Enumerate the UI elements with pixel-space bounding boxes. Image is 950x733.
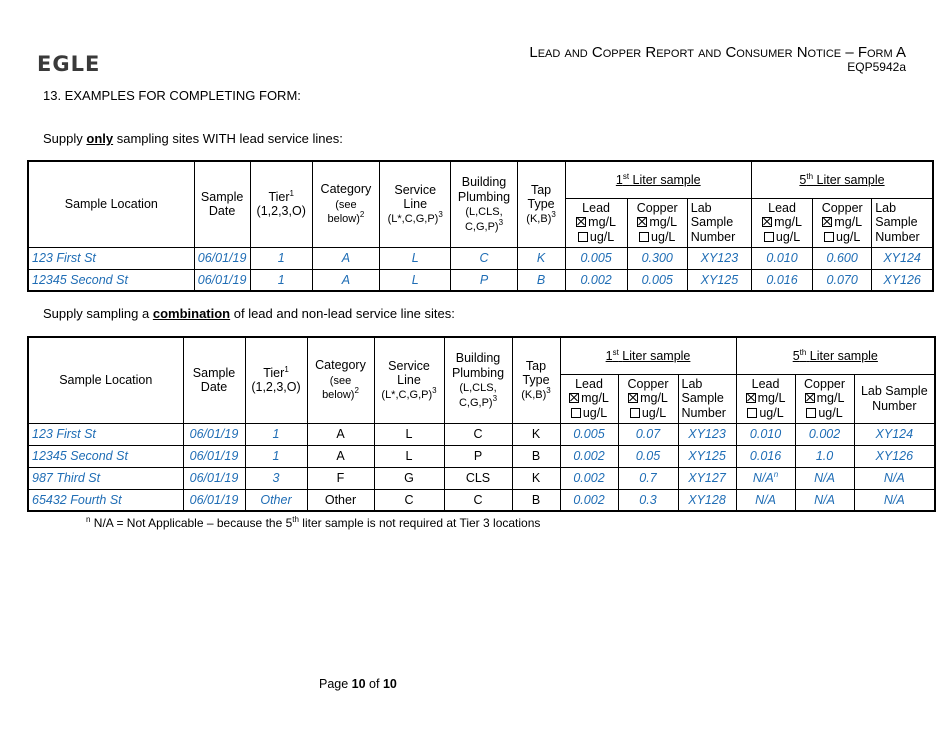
cell-lead-1: 0.002 <box>560 467 618 489</box>
cell-lab-5: N/A <box>854 467 935 489</box>
cell-lead-5: 0.016 <box>736 445 795 467</box>
col-group-fifth-liter: 5th Liter sample <box>736 337 935 374</box>
cell-plumbing: CLS <box>444 467 512 489</box>
cell-lead-5: N/A <box>736 489 795 511</box>
cell-plumbing: P <box>444 445 512 467</box>
cell-tier: 1 <box>245 423 307 445</box>
cell-copper-1: 0.005 <box>627 269 687 291</box>
checked-box-icon <box>746 393 756 403</box>
cell-lead-5: 0.010 <box>736 423 795 445</box>
empty-box-icon <box>764 232 774 242</box>
col-tap-type: Tap Type $(K,B)^3$ <box>512 337 560 423</box>
cell-lab-1: XY125 <box>687 269 751 291</box>
col-lead-5: Lead mg/L ug/L <box>736 374 795 423</box>
col-lead-1: Lead mg/L ug/L <box>560 374 618 423</box>
cell-date: 06/01/19 <box>183 423 245 445</box>
table-row <box>28 445 935 467</box>
col-sample-date: Sample Date <box>183 337 245 423</box>
cell-lead-5: $N/A^n$ <box>736 467 795 489</box>
empty-box-icon <box>806 408 816 418</box>
col-category: Category (see below)$^2$ <box>312 161 379 247</box>
cell-tier: 1 <box>250 247 312 269</box>
col-building-plumbing: Building Plumbing (L,CLS, C,G,P)$^3$ <box>444 337 512 423</box>
cell-copper-1: 0.07 <box>618 423 678 445</box>
empty-box-icon <box>747 408 757 418</box>
col-copper-1: Copper mg/L ug/L <box>627 198 687 247</box>
cell-service-line: L <box>380 247 451 269</box>
cell-copper-5: 0.002 <box>795 423 854 445</box>
cell-tap-type: B <box>512 445 560 467</box>
cell-location: 65432 Fourth St <box>28 489 183 511</box>
cell-lead-1: 0.005 <box>565 247 627 269</box>
cell-date: 06/01/19 <box>194 247 250 269</box>
table-row <box>28 247 933 269</box>
cell-lead-5: 0.016 <box>752 269 813 291</box>
cell-lead-1: 0.002 <box>560 489 618 511</box>
cell-lab-5: XY126 <box>872 269 933 291</box>
col-sample-location: Sample Location <box>28 161 194 247</box>
table-row <box>28 269 933 291</box>
cell-copper-5: N/A <box>795 467 854 489</box>
table-row <box>28 489 935 511</box>
checked-box-icon <box>576 217 586 227</box>
cell-location: 12345 Second St <box>28 445 183 467</box>
cell-lab-1: XY123 <box>687 247 751 269</box>
cell-copper-1: 0.300 <box>627 247 687 269</box>
cell-lab-1: XY128 <box>678 489 736 511</box>
cell-copper-5: N/A <box>795 489 854 511</box>
cell-lead-5: 0.010 <box>752 247 813 269</box>
cell-tap-type: K <box>517 247 565 269</box>
cell-category: F <box>307 467 374 489</box>
cell-service-line: G <box>374 467 444 489</box>
cell-tier: 3 <box>245 467 307 489</box>
cell-tap-type: B <box>517 269 565 291</box>
col-service-line: Service Line $(L*,C,G,P)^3$ <box>374 337 444 423</box>
examples-table-lead-only <box>27 160 934 292</box>
empty-box-icon <box>824 232 834 242</box>
cell-date: 06/01/19 <box>194 269 250 291</box>
cell-tap-type: K <box>512 467 560 489</box>
checked-box-icon <box>805 393 815 403</box>
empty-box-icon <box>578 232 588 242</box>
cell-tier: 1 <box>245 445 307 467</box>
form-title: Lead and Copper Report and Consumer Notice – Form A <box>529 44 906 61</box>
cell-plumbing: C <box>444 423 512 445</box>
col-group-fifth-liter: 5th Liter sample <box>752 161 934 198</box>
cell-category: A <box>312 247 379 269</box>
cell-lab-1: XY125 <box>678 445 736 467</box>
cell-copper-1: 0.05 <box>618 445 678 467</box>
col-lead-1: Lead mg/L ug/L <box>565 198 627 247</box>
cell-tap-type: K <box>512 423 560 445</box>
cell-lead-1: 0.005 <box>560 423 618 445</box>
cell-copper-5: 1.0 <box>795 445 854 467</box>
col-category: Category (see below)$^2$ <box>307 337 374 423</box>
intro-combination: Supply sampling a combination of lead and non-lead service line sites: <box>43 306 455 321</box>
table-row <box>28 467 935 489</box>
section-heading: 13. EXAMPLES FOR COMPLETING FORM: <box>43 88 301 103</box>
col-sample-location: Sample Location <box>28 337 183 423</box>
cell-location: 123 First St <box>28 247 194 269</box>
cell-plumbing: P <box>451 269 517 291</box>
cell-plumbing: C <box>444 489 512 511</box>
footnote: $^n$ N/A = Not Applicable – because the 5th liter sample is not required at Tier 3 locations <box>86 515 541 530</box>
examples-table-combination <box>27 336 936 512</box>
checked-box-icon <box>762 217 772 227</box>
col-tier: Tier$^1$ (1,2,3,O) <box>245 337 307 423</box>
cell-lead-1: 0.002 <box>560 445 618 467</box>
cell-copper-1: 0.3 <box>618 489 678 511</box>
cell-copper-5: 0.070 <box>813 269 872 291</box>
cell-lab-5: XY124 <box>854 423 935 445</box>
cell-location: 123 First St <box>28 423 183 445</box>
col-tier: Tier$^1$ (1,2,3,O) <box>250 161 312 247</box>
cell-plumbing: C <box>451 247 517 269</box>
checked-box-icon <box>628 393 638 403</box>
col-lab-number-5: Lab Sample Number <box>854 374 935 423</box>
cell-service-line: L <box>374 445 444 467</box>
col-lab-number-1: Lab Sample Number <box>678 374 736 423</box>
cell-tap-type: B <box>512 489 560 511</box>
cell-tier: 1 <box>250 269 312 291</box>
cell-date: 06/01/19 <box>183 445 245 467</box>
cell-lab-5: XY124 <box>872 247 933 269</box>
form-id: EQP5942a <box>847 60 906 74</box>
cell-category: A <box>307 423 374 445</box>
cell-category: A <box>312 269 379 291</box>
empty-box-icon <box>639 232 649 242</box>
cell-date: 06/01/19 <box>183 489 245 511</box>
col-building-plumbing: Building Plumbing (L,CLS, C,G,P)$^3$ <box>451 161 517 247</box>
cell-lab-5: XY126 <box>854 445 935 467</box>
cell-service-line: L <box>380 269 451 291</box>
egle-logo: EGLE <box>37 52 101 76</box>
table-row <box>28 423 935 445</box>
cell-tier: Other <box>245 489 307 511</box>
intro-lead-only: Supply only sampling sites WITH lead service lines: <box>43 131 343 146</box>
cell-service-line: L <box>374 423 444 445</box>
cell-lab-5: N/A <box>854 489 935 511</box>
empty-box-icon <box>630 408 640 418</box>
cell-service-line: C <box>374 489 444 511</box>
cell-category: A <box>307 445 374 467</box>
cell-location: 12345 Second St <box>28 269 194 291</box>
col-lab-number-1: Lab Sample Number <box>687 198 751 247</box>
col-tap-type: Tap Type $(K,B)^3$ <box>517 161 565 247</box>
page-number: Page 10 of 10 <box>319 677 397 691</box>
cell-lead-1: 0.002 <box>565 269 627 291</box>
col-lead-5: Lead mg/L ug/L <box>752 198 813 247</box>
cell-category: Other <box>307 489 374 511</box>
cell-copper-5: 0.600 <box>813 247 872 269</box>
checked-box-icon <box>822 217 832 227</box>
col-copper-5: Copper mg/L ug/L <box>795 374 854 423</box>
checked-box-icon <box>569 393 579 403</box>
empty-box-icon <box>571 408 581 418</box>
cell-lab-1: XY123 <box>678 423 736 445</box>
col-copper-1: Copper mg/L ug/L <box>618 374 678 423</box>
cell-copper-1: 0.7 <box>618 467 678 489</box>
col-group-first-liter: 1st Liter sample <box>560 337 736 374</box>
cell-lab-1: XY127 <box>678 467 736 489</box>
checked-box-icon <box>637 217 647 227</box>
cell-date: 06/01/19 <box>183 467 245 489</box>
cell-location: 987 Third St <box>28 467 183 489</box>
col-copper-5: Copper mg/L ug/L <box>813 198 872 247</box>
col-group-first-liter: 1st Liter sample <box>565 161 752 198</box>
col-sample-date: Sample Date <box>194 161 250 247</box>
col-lab-number-5: Lab Sample Number <box>872 198 933 247</box>
col-service-line: Service Line $(L*,C,G,P)^3$ <box>380 161 451 247</box>
